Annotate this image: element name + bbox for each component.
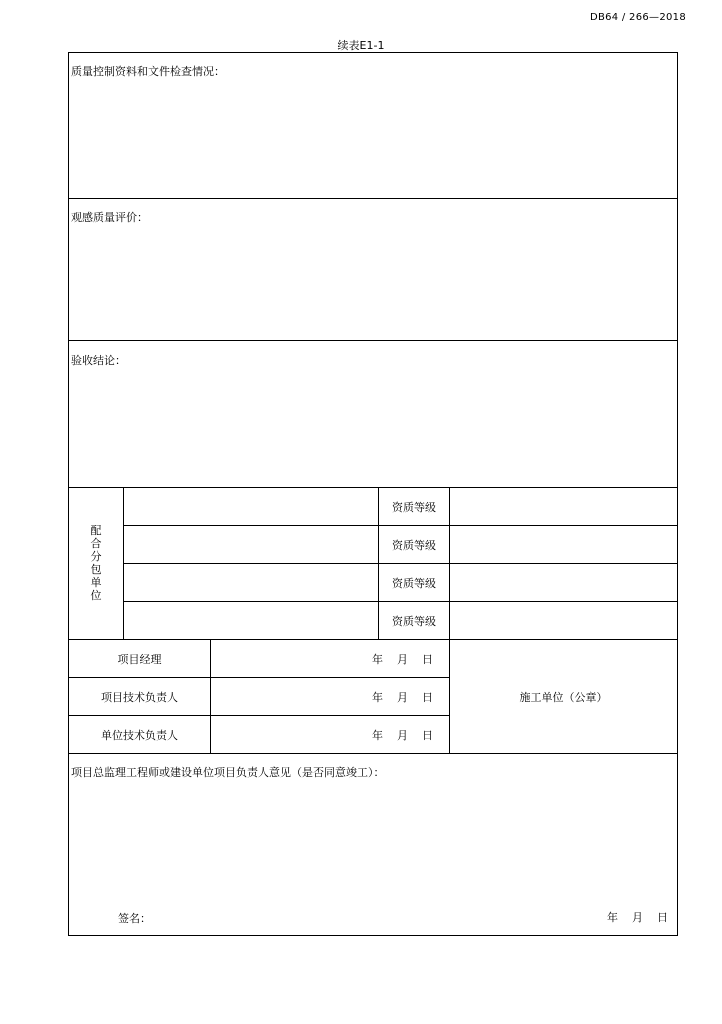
subcontractor-name-field[interactable]: [124, 488, 378, 525]
qualification-level-label: 资质等级: [392, 614, 436, 628]
group-label-char: 位: [90, 589, 102, 602]
signoff-date-field[interactable]: [211, 640, 449, 677]
group-label-char: 包: [90, 563, 102, 576]
acceptance-section[interactable]: [69, 341, 677, 487]
signoff-role-label: 项目技术负责人: [101, 690, 178, 704]
day-label: 日: [422, 652, 433, 666]
group-label-char: 单: [90, 576, 102, 589]
year-label: 年: [372, 728, 383, 742]
group-label-char: 合: [90, 537, 102, 550]
appearance-label: 观感质量评价：: [71, 211, 148, 224]
contractor-seal-field[interactable]: 施工单位（公章）: [519, 690, 608, 704]
signoff-role-label: 单位技术负责人: [101, 728, 178, 742]
month-label: 月: [397, 690, 408, 704]
month-label: 月: [397, 728, 408, 742]
subcontractor-name-field[interactable]: [124, 526, 378, 563]
day-label: 日: [422, 728, 433, 742]
supervisor-opinion-label: 项目总监理工程师或建设单位项目负责人意见（是否同意竣工）：: [71, 766, 385, 779]
year-label: 年: [372, 652, 383, 666]
month-label: 月: [397, 652, 408, 666]
qualification-level-label: 资质等级: [392, 576, 436, 590]
subcontractor-name-field[interactable]: [124, 602, 378, 639]
signoff-date-field[interactable]: [211, 716, 449, 753]
qualification-level-label: 资质等级: [392, 538, 436, 552]
qualification-level-field[interactable]: [450, 526, 677, 563]
supervisor-date-field[interactable]: [560, 906, 678, 928]
subcontractor-group-label: [69, 488, 123, 638]
appearance-section[interactable]: [69, 199, 677, 340]
table-caption: 续表E1-1: [337, 39, 385, 52]
day-label: 日: [657, 911, 668, 924]
signoff-role-label: 项目经理: [117, 652, 162, 666]
document-number: DB64 / 266—2018: [589, 12, 686, 23]
signoff-date-field[interactable]: [211, 678, 449, 715]
signature-label: 签名：: [118, 912, 151, 925]
qualification-level-field[interactable]: [450, 488, 677, 525]
group-label-char: 分: [90, 550, 102, 563]
group-label-char: 配: [90, 524, 102, 537]
month-label: 月: [632, 911, 643, 924]
year-label: 年: [607, 911, 618, 924]
qualification-level-field[interactable]: [450, 602, 677, 639]
qualification-level-label: 资质等级: [392, 500, 436, 514]
quality-docs-label: 质量控制资料和文件检查情况：: [71, 65, 225, 78]
subcontractor-name-field[interactable]: [124, 564, 378, 601]
qualification-level-field[interactable]: [450, 564, 677, 601]
day-label: 日: [422, 690, 433, 704]
acceptance-label: 验收结论：: [71, 354, 126, 367]
year-label: 年: [372, 690, 383, 704]
